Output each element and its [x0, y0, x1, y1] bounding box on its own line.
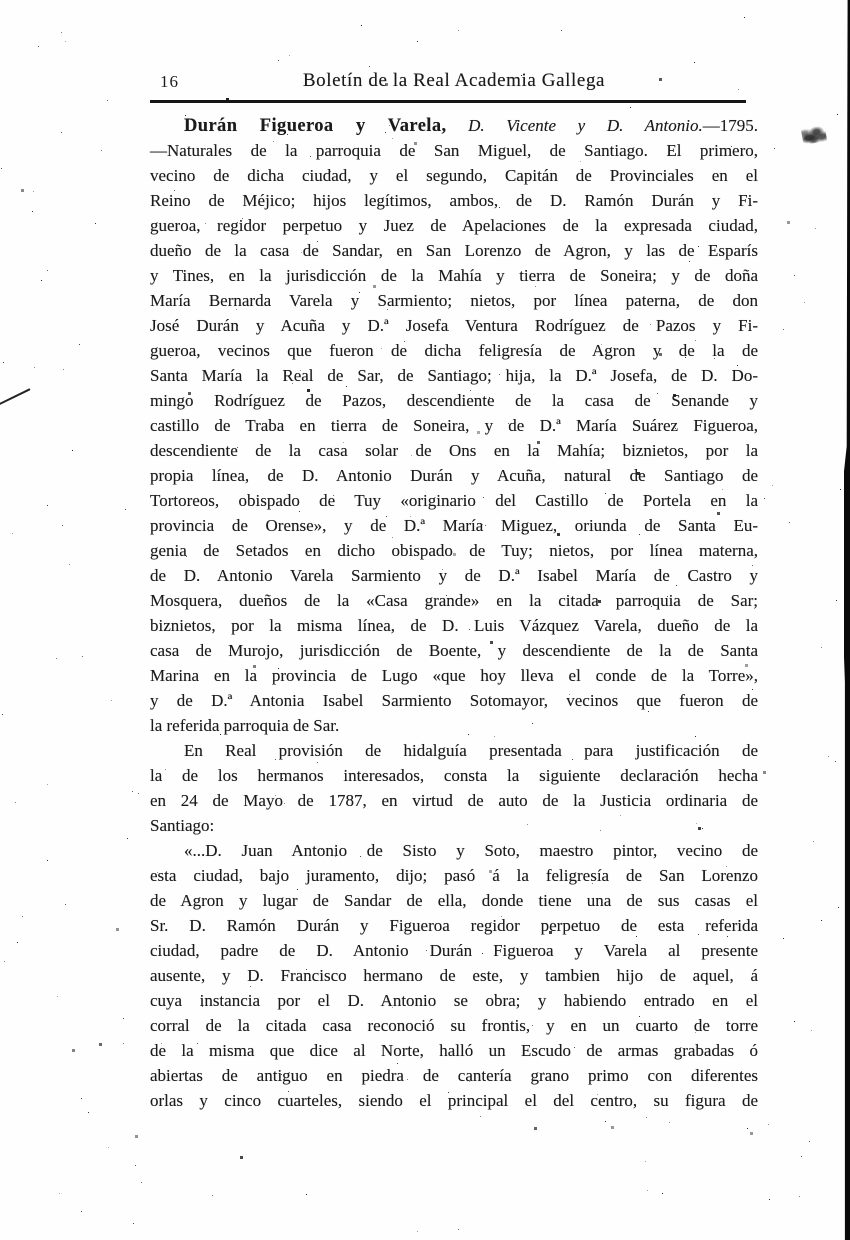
entry-title-names: Durán Figueroa y Varela,: [184, 116, 447, 136]
text-line: ausente, y D. Francisco hermano de este, y tambien hijo de aquel, á: [150, 966, 758, 985]
text-line: Santiago:: [150, 816, 215, 835]
text-line: de Agron y lugar de Sandar de ella, donde tiene una de sus casas el: [150, 891, 758, 910]
entry-title-year: —1795.: [702, 116, 758, 135]
text-line: provincia de Orense», y de D.ª María Miguez, oriunda de Santa Eu-: [150, 516, 758, 535]
text-line: genia de Setados en dicho obispado de Tuy; nietos, por línea materna,: [150, 541, 758, 560]
text-line: cuya instancia por el D. Antonio se obra; y habiendo entrado en el: [150, 991, 758, 1010]
text-line: y Tines, en la jurisdicción de la Mahía y tierra de Soneira; y de doña: [150, 266, 758, 285]
text-line: Santa María la Real de Sar, de Santiago; hija, la D.ª Josefa, de D. Do-: [150, 366, 758, 385]
scan-noise-speckles: [0, 0, 1, 1]
ink-smudge: [801, 125, 827, 145]
text-line: María Bernarda Varela y Sarmiento; nietos, por línea paterna, de don: [150, 291, 758, 310]
text-line: biznietos, por la misma línea, de D. Luis Vázquez Varela, dueño de la: [150, 616, 758, 635]
page-number: 16: [160, 72, 179, 91]
text-line: abiertas de antiguo en piedra de cantería grano primo con diferentes: [150, 1066, 758, 1085]
text-line: vecino de dicha ciudad, y el segundo, Capitán de Provinciales en el: [150, 166, 758, 185]
text-line: Sr. D. Ramón Durán y Figueroa regidor perpetuo de esta referida: [150, 916, 758, 935]
text-line: mingo Rodríguez de Pazos, descendiente de la casa de Senande y: [150, 391, 758, 410]
entry-title-persons: D. Vicente y D. Antonio.: [446, 116, 703, 135]
text-line: Mosquera, dueños de la «Casa grande» en la citada parroquia de Sar;: [150, 591, 758, 610]
text-line: de D. Antonio Varela Sarmiento y de D.ª Isabel María de Castro y: [150, 566, 758, 585]
text-line: y de D.ª Antonia Isabel Sarmiento Sotomayor, vecinos que fueron de: [150, 691, 758, 710]
text-line: esta ciudad, bajo juramento, dijo; pasó á la feligresía de San Lorenzo: [150, 866, 758, 885]
text-line: dueño de la casa de Sandar, en San Lorenzo de Agron, y las de Esparís: [150, 241, 758, 260]
text-line: gueroa, regidor perpetuo y Juez de Apelaciones de la expresada ciudad,: [150, 216, 758, 235]
text-line: En Real provisión de hidalguía presentada para justificación de: [184, 741, 758, 760]
text-line: propia línea, de D. Antonio Durán y Acuña, natural de Santiago de: [150, 466, 758, 485]
text-line: en 24 de Mayo de 1787, en virtud de auto de la Justicia ordinaria de: [150, 791, 758, 810]
text-line: —Naturales de la parroquia de San Miguel, de Santiago. El primero,: [150, 141, 758, 160]
text-line: Marina en la provincia de Lugo «que hoy lleva el conde de la Torre»,: [150, 666, 758, 685]
text-line: de la misma que dice al Norte, halló un Escudo de armas grabadas ó: [150, 1041, 758, 1060]
text-line: corral de la citada casa reconoció su frontis, y en un cuarto de torre: [150, 1016, 758, 1035]
text-line: gueroa, vecinos que fueron de dicha feligresía de Agron y de la de: [150, 341, 758, 360]
text-line: la referida parroquia de Sar.: [150, 716, 340, 735]
scan-diagonal-pen-mark: [0, 388, 31, 406]
text-line: ciudad, padre de D. Antonio Durán Figueroa y Varela al presente: [150, 941, 758, 960]
entry-title-line: [150, 113, 758, 138]
text-line: Reino de Méjico; hijos legítimos, ambos, de D. Ramón Durán y Fi-: [150, 191, 758, 210]
scan-edge-strip: [844, 0, 850, 1240]
text-line: orlas y cinco cuarteles, siendo el principal el del centro, su figura de: [150, 1091, 758, 1110]
entry-text-block: [150, 113, 758, 1113]
text-line: descendiente de la casa solar de Ons en la Mahía; biznietos, por la: [150, 441, 758, 460]
paragraph-declaration: [150, 838, 758, 1113]
paragraph-genealogy: [150, 138, 758, 738]
header-title: Boletín de la Real Academia Gallega: [302, 70, 606, 91]
text-line: casa de Murojo, jurisdicción de Boente, y descendiente de la de Santa: [150, 641, 758, 660]
text-line: «...D. Juan Antonio de Sisto y Soto, maestro pintor, vecino de: [184, 841, 758, 860]
text-line: Tortoreos, obispado de Tuy «originario del Castillo de Portela en la: [150, 491, 758, 510]
text-line: castillo de Traba en tierra de Soneira, y de D.ª María Suárez Figueroa,: [150, 416, 758, 435]
header-rule: [150, 100, 746, 103]
text-line: José Durán y Acuña y D.ª Josefa Ventura Rodríguez de Pazos y Fi-: [150, 316, 758, 335]
text-line: la de los hermanos interesados, consta la siguiente declaración hecha: [150, 766, 758, 785]
paragraph-provision: [150, 738, 758, 838]
page-header: [150, 70, 758, 98]
